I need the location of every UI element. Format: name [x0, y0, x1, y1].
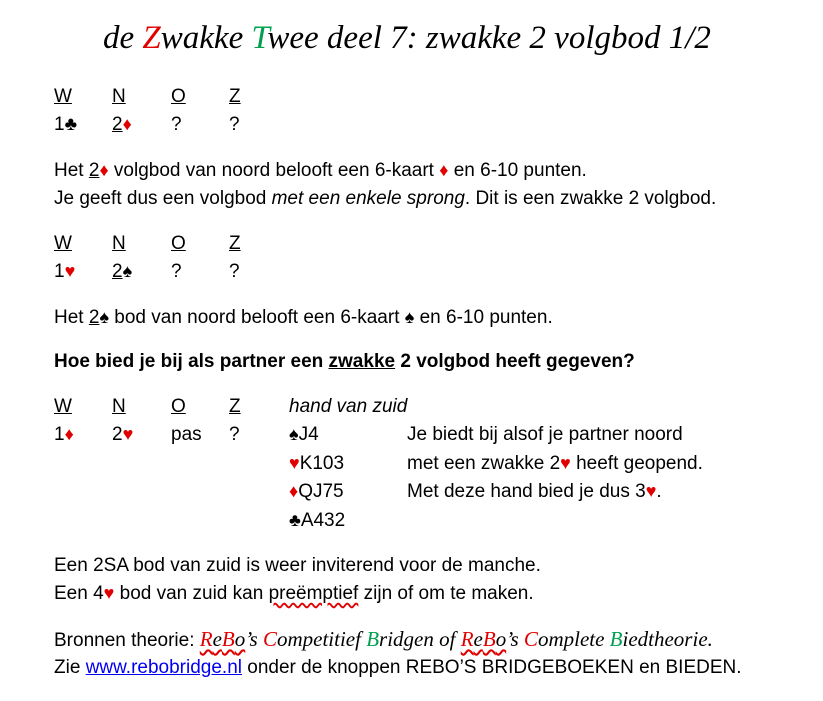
header-west: W: [54, 233, 72, 254]
diamond-icon: ♦: [289, 481, 299, 501]
header-east: O: [171, 86, 186, 107]
header-south: Z: [229, 86, 241, 107]
heart-icon: ♥: [560, 453, 571, 473]
bid-south: ?: [229, 261, 240, 282]
para1-line1: Het 2♦ volgbod van noord belooft een 6-kaart ♦ en 6-10 punten.: [54, 160, 587, 181]
spade-icon: ♠: [404, 307, 415, 327]
diamond-icon: ♦: [64, 424, 74, 444]
header-south: Z: [229, 233, 241, 254]
rebobridge-link[interactable]: www.rebobridge.nl: [85, 657, 242, 678]
bid-east: pas: [171, 424, 202, 445]
sources-line: Bronnen theorie: ReBo’s Competitief Bridgen of ReBo’s Complete Biedtheorie.: [54, 627, 713, 651]
explanation-line3: Met deze hand bied je dus 3♥.: [407, 481, 662, 502]
para1-line2: Je geeft dus een volgbod met een enkele sprong. Dit is een zwakke 2 volgbod.: [54, 188, 717, 209]
diamond-icon: ♦: [99, 160, 109, 180]
para3-line1: Een 2SA bod van zuid is weer inviterend voor de manche.: [54, 555, 541, 576]
club-icon: ♣: [289, 510, 301, 530]
bid-north: 2♥: [112, 424, 134, 445]
para3-line2: Een 4♥ bod van zuid kan preëmptief zijn of om te maken.: [54, 583, 534, 604]
heart-icon: ♥: [122, 424, 134, 444]
hand-spades: ♠J4: [289, 424, 319, 445]
book-title-1: ReBo’s Competitief Bridgen of: [199, 627, 461, 651]
bid-west: 1♣: [54, 114, 78, 135]
bid-east: ?: [171, 261, 182, 282]
bid-south: ?: [229, 424, 240, 445]
bid-west: 1♥: [54, 261, 76, 282]
book-title-2: ReBo’s Complete Biedtheorie.: [460, 627, 713, 651]
header-south: Z: [229, 396, 241, 417]
heart-icon: ♥: [645, 481, 657, 501]
spade-icon: ♠: [122, 261, 133, 281]
bid-east: ?: [171, 114, 182, 135]
hand-hearts: ♥K103: [289, 453, 345, 474]
hand-clubs: ♣A432: [289, 510, 346, 531]
diamond-icon: ♦: [122, 114, 132, 134]
page-title: de Zwakke Twee deel 7: zwakke 2 volgbod 1/2: [103, 20, 711, 56]
heart-icon: ♥: [64, 261, 76, 281]
header-east: O: [171, 396, 186, 417]
header-west: W: [54, 396, 72, 417]
bid-west: 1♦: [54, 424, 74, 445]
header-west: W: [54, 86, 72, 107]
bid-south: ?: [229, 114, 240, 135]
spade-icon: ♠: [289, 424, 299, 444]
heart-icon: ♥: [103, 583, 115, 603]
header-east: O: [171, 233, 186, 254]
spellcheck-word: preëmptief: [268, 583, 359, 604]
footer-line: Zie www.rebobridge.nl onder de knoppen REBO’S BRIDGEBOEKEN en BIEDEN.: [54, 657, 742, 678]
explanation-line1: Je biedt bij alsof je partner noord: [407, 424, 683, 445]
spade-icon: ♠: [99, 307, 109, 327]
diamond-icon: ♦: [439, 160, 449, 180]
para2: Het 2♠ bod van noord belooft een 6-kaart ♠ en 6-10 punten.: [54, 307, 553, 328]
explanation-line2: met een zwakke 2♥ heeft geopend.: [407, 453, 703, 474]
bid-north: 2♦: [112, 114, 132, 135]
header-north: N: [112, 233, 126, 254]
heart-icon: ♥: [289, 453, 300, 473]
hand-title: hand van zuid: [289, 396, 408, 417]
question-heading: Hoe bied je bij als partner een zwakke 2 volgbod heeft gegeven?: [54, 351, 635, 372]
bid-north: 2♠: [112, 261, 133, 282]
hand-diamonds: ♦QJ75: [289, 481, 344, 502]
header-north: N: [112, 396, 126, 417]
header-north: N: [112, 86, 126, 107]
